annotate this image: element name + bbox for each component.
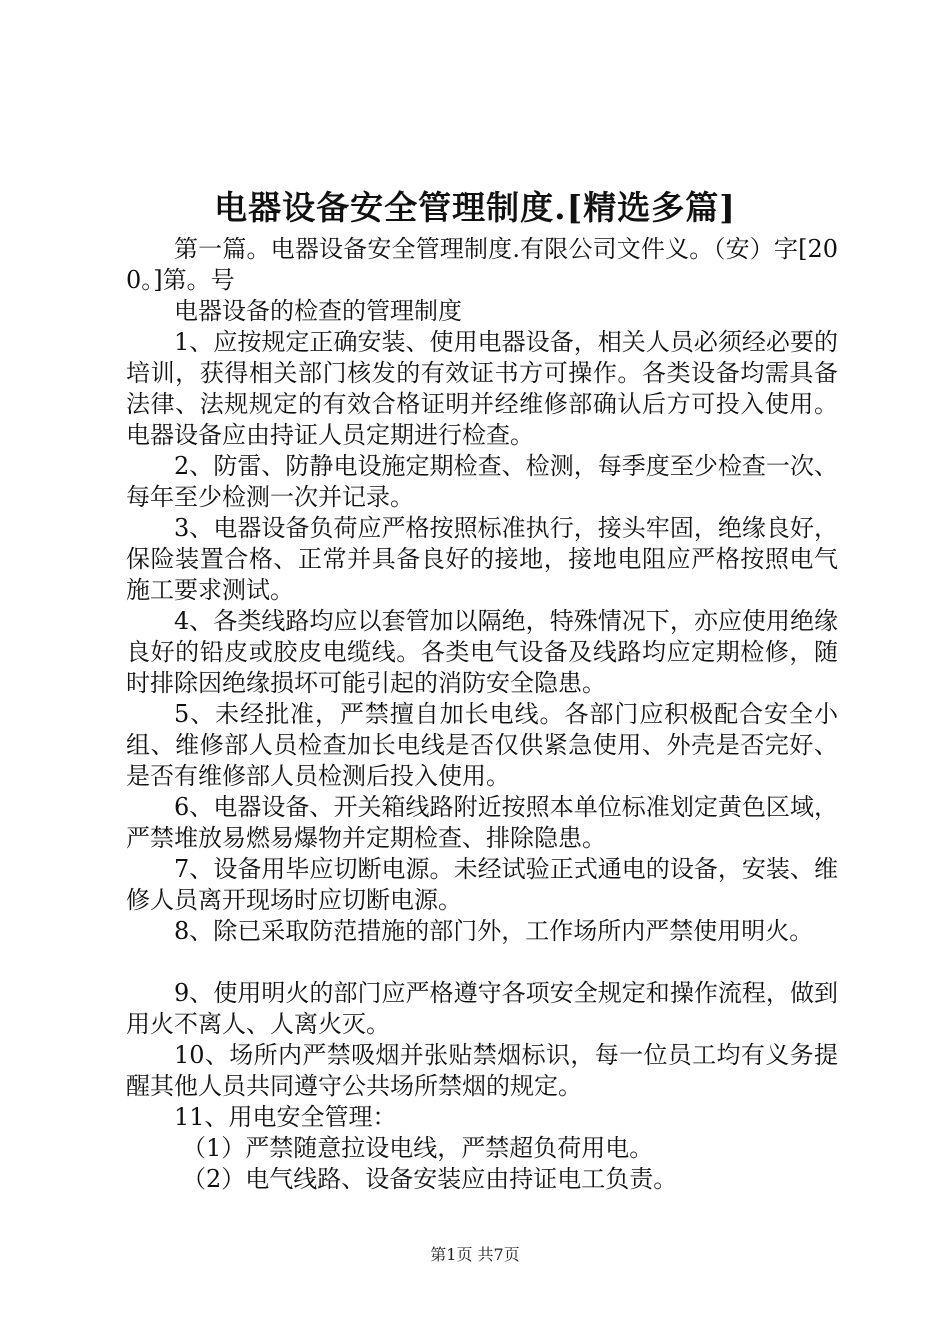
paragraph-item-9: 9、使用明火的部门应严格遵守各项安全规定和操作流程，做到用火不离人、人离火灭。: [126, 979, 838, 1038]
paragraph-item-10: 10、场所内严禁吸烟并张贴禁烟标识，每一位员工均有义务提醒其他人员共同遵守公共场所禁烟的规定。: [126, 1041, 838, 1100]
paragraph-subitem-2: （2）电气线路、设备安装应由持证电工负责。: [182, 1165, 678, 1193]
paragraph-item-7: 7、设备用毕应切断电源。未经试验正式通电的设备，安装、维修人员离开现场时应切断电源。: [126, 855, 838, 914]
paragraph-item-6: 6、电器设备、开关箱线路附近按照本单位标准划定黄色区域，严禁堆放易燃易爆物并定期检查、排除隐患。: [126, 793, 838, 852]
paragraph-item-4: 4、各类线路均应以套管加以隔绝，特殊情况下，亦应使用绝缘良好的铅皮或胶皮电缆线。各类电气设备及线路均应定期检修，随时排除因绝缘损坏可能引起的消防安全隐患。: [126, 607, 838, 697]
paragraph-item-8: 8、除已采取防范措施的部门外，工作场所内严禁使用明火。: [174, 917, 814, 945]
paragraph-item-2: 2、防雷、防静电设施定期检查、检测，每季度至少检查一次、每年至少检测一次并记录。: [126, 452, 838, 511]
document-body: [126, 234, 838, 1195]
paragraph-subitem-1: （1）严禁随意拉设电线，严禁超负荷用电。: [182, 1134, 654, 1162]
document-title: 电器设备安全管理制度.[精选多篇]: [214, 188, 736, 227]
paragraph-item-11: 11、用电安全管理：: [174, 1103, 397, 1131]
paragraph-intro: 第一篇。电器设备安全管理制度.有限公司文件义。（安）字[200。]第。号: [126, 235, 838, 294]
paragraph-item-1: 1、应按规定正确安装、使用电器设备，相关人员必须经必要的培训，获得相关部门核发的有效证书方可操作。各类设备均需具备法律、法规规定的有效合格证明并经维修部确认后方可投入使用。电器设备应由持证人员定期进行检查。: [126, 328, 838, 449]
paragraph-item-5: 5、未经批准，严禁擅自加长电线。各部门应积极配合安全小组、维修部人员检查加长电线是否仅供紧急使用、外壳是否完好、是否有维修部人员检测后投入使用。: [126, 700, 838, 790]
page-footer: 第1页 共7页: [430, 1245, 520, 1264]
section-heading: 电器设备的检查的管理制度: [174, 297, 462, 325]
paragraph-item-3: 3、电器设备负荷应严格按照标准执行，接头牢固，绝缘良好，保险装置合格、正常并具备良好的接地，接地电阻应严格按照电气施工要求测试。: [126, 514, 838, 604]
